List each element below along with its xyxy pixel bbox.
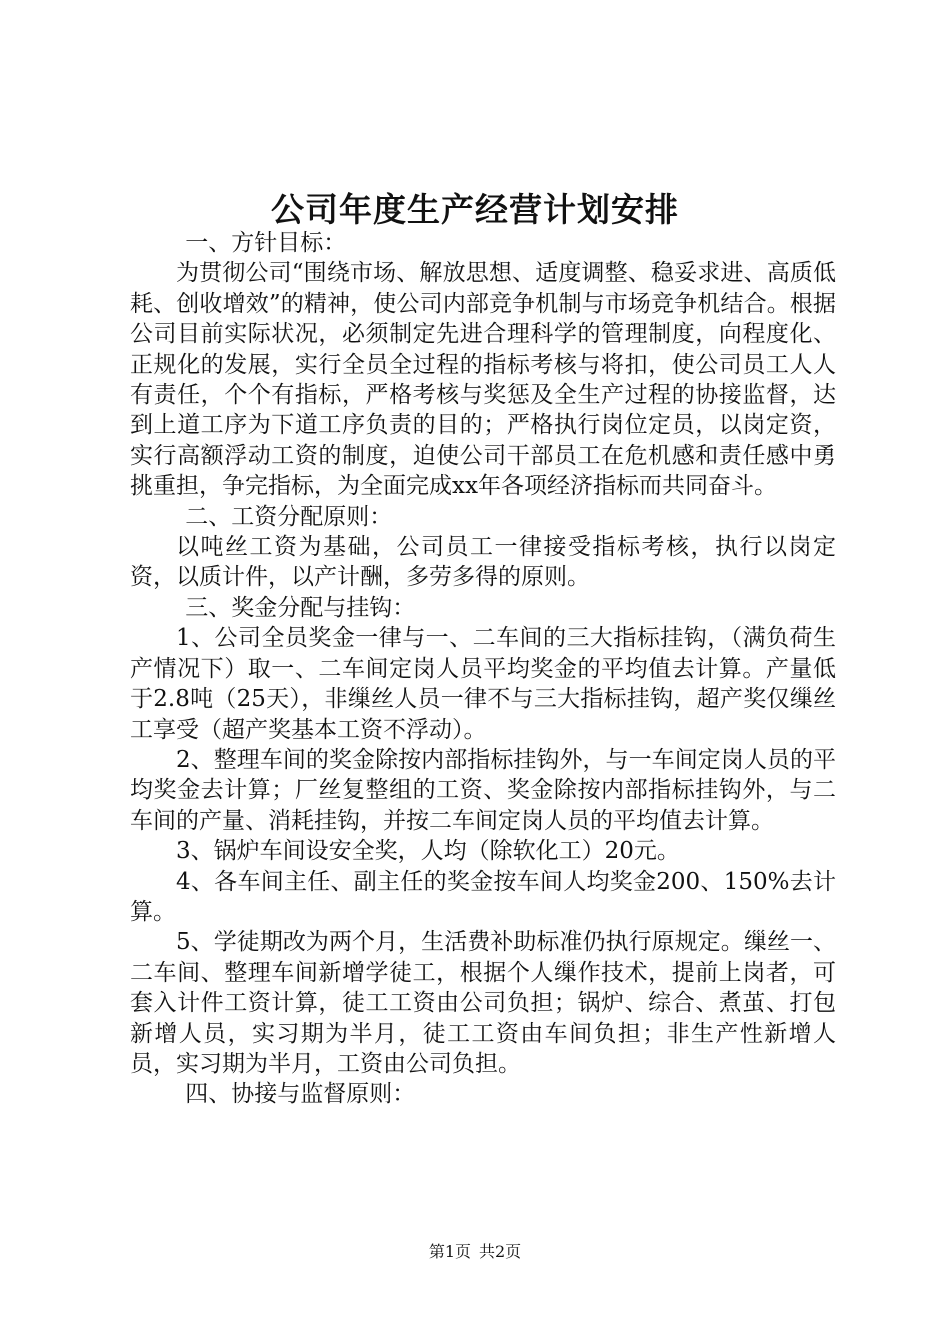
page-number-current: 第1页 <box>428 1242 471 1261</box>
paragraph-bonus-item-4: 4、各车间主任、副主任的奖金按车间人均奖金200、150%去计算。 <box>130 868 836 925</box>
paragraph-policy-goals: 为贯彻公司“围绕市场、解放思想、适度调整、稳妥求进、高质低耗、创收增效”的精神，使公司内部竞争机制与市场竞争机结合。根据公司目前实际状况，必须制定先进合理科学的管理制度，向程度化、正规化的发展，实行全员全过程的指标考核与将扣，使公司员工人人有责任，个个有指标，严格考核与奖惩及全生产过程的协接监督，达到上道工序为下道工序负责的目的；严格执行岗位定员，以岗定资，实行高额浮动工资的制度，迫使公司干部员工在危机感和责任感中勇挑重担，争完指标，为全面完成xx年各项经济指标而共同奋斗。 <box>130 260 836 500</box>
document-title: 公司年度生产经营计划安排 <box>271 190 679 229</box>
section-heading-wage: 二、工资分配原则： <box>185 503 393 530</box>
paragraph-bonus-item-3: 3、锅炉车间设安全奖，人均（除软化工）20元。 <box>176 838 680 865</box>
section-heading-bonus: 三、奖金分配与挂钩： <box>185 594 416 621</box>
paragraph-bonus-item-2: 2、整理车间的奖金除按内部指标挂钩外，与一车间定岗人员的平均奖金去计算；厂丝复整组的工资、奖金除按内部指标挂钩外，与二车间的产量、消耗挂钩，并按二车间定岗人员的平均值去计算。 <box>130 746 836 834</box>
paragraph-wage-principle: 以吨丝工资为基础，公司员工一律接受指标考核，执行以岗定资，以质计件，以产计酬，多劳多得的原则。 <box>130 534 836 591</box>
page-footer <box>0 1240 950 1264</box>
document-body <box>130 228 836 1110</box>
section-heading-supervision: 四、协接与监督原则： <box>185 1081 416 1108</box>
section-heading-policy: 一、方针目标： <box>185 230 347 256</box>
paragraph-bonus-item-1: 1、公司全员奖金一律与一、二车间的三大指标挂钩，（满负荷生产情况下）取一、二车间定岗人员平均奖金的平均值去计算。产量低于2.8吨（25天），非缫丝人员一律不与三大指标挂钩，超产奖仅缫丝工享受（超产奖基本工资不浮动）。 <box>130 625 836 743</box>
page-number-total: 共2页 <box>479 1242 522 1261</box>
paragraph-bonus-item-5: 5、学徒期改为两个月，生活费补助标准仍执行原规定。缫丝一、二车间、整理车间新增学徒工，根据个人缫作技术，提前上岗者，可套入计件工资计算，徒工工资由公司负担；锅炉、综合、煮茧、打包新增人员，实习期为半月，徒工工资由车间负担；非生产性新增人员，实习期为半月，工资由公司负担。 <box>130 929 836 1077</box>
